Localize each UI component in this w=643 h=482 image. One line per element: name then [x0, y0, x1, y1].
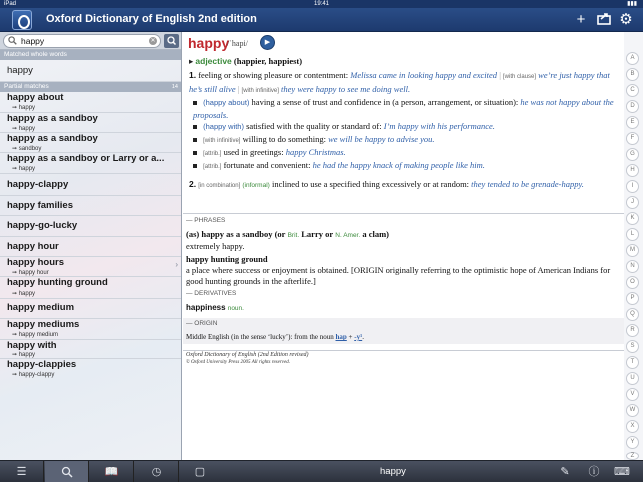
part-of-speech: adjective: [195, 56, 232, 66]
list-item-sub: ➞ happy medium: [12, 332, 59, 338]
list-item[interactable]: [0, 299, 182, 319]
audio-play-button[interactable]: [260, 35, 275, 50]
grammar-label: [with clause]: [503, 74, 537, 80]
index-letter[interactable]: H: [626, 164, 639, 177]
index-letter[interactable]: C: [626, 84, 639, 97]
sense-number: 1.: [189, 70, 197, 80]
list-item-sub: ➞ happy hour: [12, 270, 49, 276]
clock: 19:41: [313, 1, 329, 7]
region-label: N. Amer.: [335, 232, 361, 239]
list-item-label: happy: [7, 65, 33, 76]
whole-words-header: [0, 50, 182, 60]
phrase-head: Larry or: [301, 229, 334, 239]
search-query: happy: [21, 36, 45, 46]
list-item-label: happy families: [7, 200, 73, 211]
origin-heading: — ORIGIN: [186, 320, 218, 327]
partial-matches-label: Partial matches: [4, 83, 49, 90]
sense-1: 1. feeling or showing pleasure or contentment: Melissa came in looking happy and excited | [with clause] we’re just happy that he’s still alive | [with infinitive] they were happy to see me doing well.: [189, 70, 610, 94]
sidebar-toggle-icon[interactable]: ▢: [194, 466, 206, 478]
definition: inclined to use a specified thing excessively or at random:: [271, 179, 470, 189]
subsense-happy-about: [193, 96, 618, 121]
copyright-title: Oxford Dictionary of English (2nd Edition revised): [186, 352, 309, 358]
list-item-sub: ➞ happy: [12, 126, 36, 132]
example: we’re just happy that he’s still alive: [189, 70, 610, 94]
list-item-sub: ➞ happy-clappy: [12, 372, 55, 378]
index-letter[interactable]: K: [626, 212, 639, 225]
part-of-speech-line: [189, 56, 302, 67]
index-letter[interactable]: L: [626, 228, 639, 241]
list-item[interactable]: [0, 113, 182, 133]
definition: feeling or showing pleasure or contentment:: [198, 70, 349, 80]
list-item[interactable]: [0, 216, 182, 237]
phrase-head: a clam): [362, 229, 389, 239]
share-icon[interactable]: [595, 11, 613, 29]
search-icon: [8, 36, 17, 45]
phrase-head: happy hunting ground: [186, 254, 268, 264]
list-item-label: happy mediums: [7, 319, 80, 330]
subsense-happy-with: [193, 120, 618, 133]
phrase-hunting-ground: [186, 254, 618, 287]
origin-link[interactable]: hap: [335, 333, 347, 341]
bullet-icon: [193, 164, 197, 168]
pronunciation: /ˈhapi/: [227, 39, 248, 48]
partial-matches-header: [0, 82, 182, 92]
bullet-icon: [193, 151, 197, 155]
phrase-definition: a place where success or enjoyment is obtained. [ORIGIN originally referring to the optimistic hope of American Indians for good hunting grounds in the afterlife.]: [186, 265, 611, 286]
list-icon: ☰: [16, 466, 27, 478]
list-item[interactable]: [0, 319, 182, 340]
dictionary-entry: [183, 32, 624, 460]
whole-words-label: Matched whole words: [4, 51, 67, 58]
list-item[interactable]: [0, 277, 182, 299]
headword: happy: [188, 35, 230, 51]
search-icon: [61, 466, 73, 478]
example: he had the happy knack of making people like him.: [312, 160, 485, 170]
list-item-label: happy hunting ground: [7, 277, 108, 288]
device-label: iPad: [4, 1, 17, 7]
status-bar: [0, 0, 643, 8]
highlight-icon[interactable]: ✎: [560, 466, 570, 478]
bullet-icon: [193, 138, 197, 142]
definition: used in greetings:: [223, 147, 284, 157]
list-item-label: happy as a sandboy: [7, 113, 98, 124]
grammar-label: [attrib.]: [203, 151, 222, 157]
phrase-head: (as) happy as a sandboy (or: [186, 229, 286, 239]
subsense-fortunate: [193, 159, 618, 173]
tab-history[interactable]: [135, 461, 179, 482]
index-letter[interactable]: P: [626, 292, 639, 305]
index-letter[interactable]: Y: [626, 436, 639, 449]
list-item[interactable]: [0, 92, 182, 113]
list-item-label: happy hour: [7, 241, 59, 252]
list-item-label: happy-clappy: [7, 179, 69, 190]
list-item[interactable]: [0, 340, 182, 359]
list-item[interactable]: [0, 257, 182, 277]
index-letter[interactable]: Q: [626, 308, 639, 321]
phrase-sandboy: [186, 229, 618, 252]
list-item-label: happy-go-lucky: [7, 220, 78, 231]
phrase-tag: (happy with): [203, 122, 244, 131]
sense-2: [189, 178, 619, 192]
divider: [183, 213, 624, 214]
index-letter[interactable]: N: [626, 260, 639, 273]
index-letter[interactable]: Z: [626, 452, 639, 460]
subsense-greetings: [193, 146, 618, 160]
list-item-label: happy as a sandboy: [7, 133, 98, 144]
navbar: [0, 8, 643, 32]
origin-description: Middle English (in the sense ‘lucky’): from the noun: [186, 333, 334, 341]
index-letter[interactable]: U: [626, 372, 639, 385]
list-item[interactable]: [0, 174, 182, 196]
list-item-label: happy about: [7, 92, 64, 103]
phrase-tag: (happy about): [203, 98, 250, 107]
app-title: Oxford Dictionary of English 2nd edition: [46, 13, 257, 25]
example: Melissa came in looking happy and excited: [350, 70, 498, 80]
list-item-sub: ➞ happy: [12, 291, 36, 297]
subsense-willing: [193, 133, 618, 147]
derivative: [186, 302, 618, 314]
definition: satisfied with the quality or standard of:: [246, 121, 382, 131]
list-item[interactable]: [0, 133, 182, 153]
grammar-label: [with infinitive]: [203, 138, 241, 144]
example: I’m happy with his performance.: [383, 121, 495, 131]
search-button[interactable]: [164, 34, 179, 48]
index-letter[interactable]: I: [626, 180, 639, 193]
origin-text: [186, 332, 618, 343]
index-letter[interactable]: R: [626, 324, 639, 337]
list-item-label: happy-clappies: [7, 359, 77, 370]
index-letter[interactable]: F: [626, 132, 639, 145]
example: they were happy to see me doing well.: [281, 84, 411, 94]
search-results-panel: [0, 32, 182, 460]
list-item-sub: ➞ sandboy: [12, 146, 42, 152]
list-item-sub: ➞ happy: [12, 352, 36, 358]
definition: having a sense of trust and confidence in (a person, arrangement, or situation):: [251, 97, 519, 107]
current-word: happy: [380, 466, 406, 477]
list-item[interactable]: [0, 359, 182, 381]
list-item[interactable]: [0, 153, 182, 174]
example: we will be happy to advise you.: [328, 134, 435, 144]
tab-list[interactable]: [0, 461, 44, 482]
index-letter[interactable]: D: [626, 100, 639, 113]
index-letter[interactable]: B: [626, 68, 639, 81]
tab-search[interactable]: [45, 461, 89, 482]
inflections: (happier, happiest): [233, 56, 303, 66]
book-icon: 📖: [104, 466, 119, 478]
grammar-label: [in combination]: [198, 183, 241, 189]
phrase-definition: extremely happy.: [186, 241, 245, 251]
list-item-sub: ➞ happy: [12, 105, 36, 111]
derivatives-heading: — DERIVATIVES: [186, 290, 237, 297]
index-letter[interactable]: S: [626, 340, 639, 353]
list-item[interactable]: [0, 237, 182, 257]
partial-count: 14: [171, 84, 178, 90]
bullet-icon: [193, 101, 197, 105]
tab-books[interactable]: [90, 461, 134, 482]
index-letter[interactable]: T: [626, 356, 639, 369]
bullet-icon: [193, 125, 197, 129]
search-bar: [0, 32, 182, 50]
oxford-logo-icon: [12, 10, 32, 30]
clock-icon: ◷: [151, 466, 162, 478]
phrases-heading: — PHRASES: [186, 217, 226, 224]
example: they tended to be grenade-happy.: [471, 179, 584, 189]
definition: fortunate and convenient:: [223, 160, 311, 170]
bottom-toolbar: [0, 460, 643, 482]
origin-end: .: [362, 333, 364, 341]
index-letter[interactable]: M: [626, 244, 639, 257]
keyboard-icon[interactable]: ⌨: [614, 466, 630, 478]
grammar-label: [attrib.]: [203, 164, 222, 170]
derivative-pos: noun.: [227, 305, 244, 312]
pos-marker: ▸: [189, 56, 194, 66]
list-item-label: happy as a sandboy or Larry or a...: [7, 153, 165, 164]
index-letter[interactable]: O: [626, 276, 639, 289]
battery-icon: ▮▮▮: [627, 1, 637, 7]
info-icon[interactable]: ⓘ: [588, 466, 600, 478]
origin-link[interactable]: -y¹: [354, 333, 363, 341]
register-label: (informal): [242, 182, 270, 189]
index-letter[interactable]: G: [626, 148, 639, 161]
divider: [183, 350, 624, 351]
example: he was not happy about the proposals.: [193, 97, 614, 120]
list-item-label: happy hours: [7, 257, 65, 268]
list-item-label: happy medium: [7, 302, 75, 313]
clear-search-icon[interactable]: ✕: [150, 38, 156, 44]
add-icon[interactable]: +: [576, 11, 586, 28]
index-letter[interactable]: J: [626, 196, 639, 209]
grammar-label: [with infinitive]: [241, 88, 279, 94]
definition: willing to do something:: [242, 134, 326, 144]
list-item[interactable]: [0, 196, 182, 216]
search-input[interactable]: [3, 34, 161, 48]
list-item-label: happy with: [7, 340, 57, 351]
alphabet-index: [624, 32, 643, 460]
copyright-notice: © Oxford University Press 2005 All rights reserved.: [186, 360, 290, 365]
index-letter[interactable]: V: [626, 388, 639, 401]
gear-icon[interactable]: ⚙: [619, 11, 633, 28]
index-letter[interactable]: A: [626, 52, 639, 65]
index-letter[interactable]: E: [626, 116, 639, 129]
example: happy Christmas.: [285, 147, 346, 157]
index-letter[interactable]: W: [626, 404, 639, 417]
origin-plus: +: [348, 333, 353, 341]
list-item[interactable]: [0, 60, 182, 82]
speaker-icon: ▶: [264, 38, 271, 46]
chevron-right-icon: ›: [175, 260, 178, 269]
list-item-sub: ➞ happy: [12, 166, 36, 172]
sense-number: 2.: [189, 179, 197, 189]
derivative-word: happiness: [186, 303, 226, 312]
region-label: Brit.: [287, 232, 300, 239]
index-letter[interactable]: X: [626, 420, 639, 433]
